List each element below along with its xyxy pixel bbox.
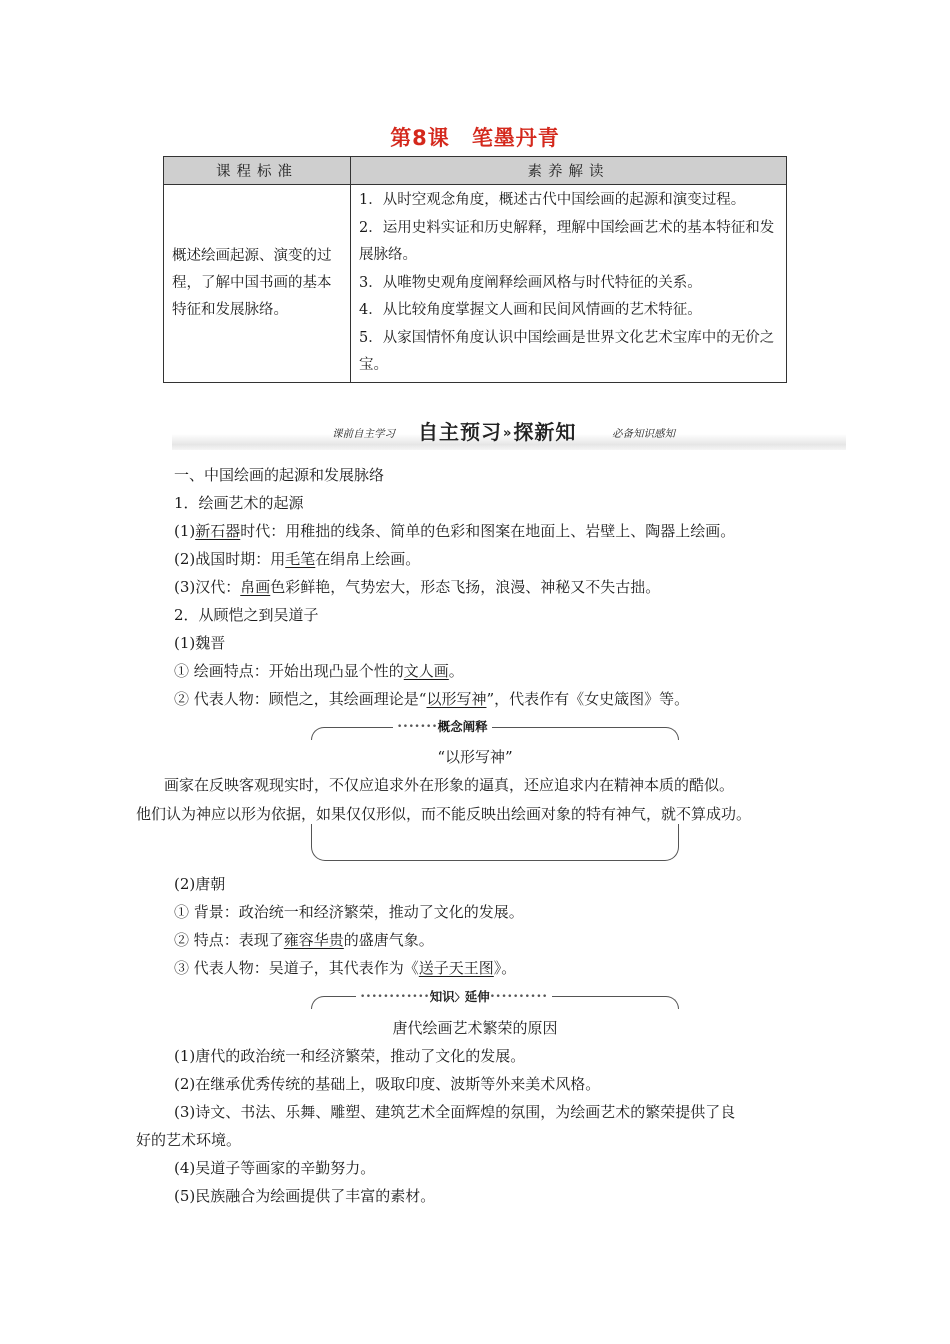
text-line: ② 特点：表现了雍容华贵的盛唐气象。 bbox=[174, 931, 434, 949]
literacy-item: 1．从时空观念角度，概述古代中国绘画的起源和演变过程。 bbox=[359, 192, 746, 208]
text-line: 好的艺术环境。 bbox=[136, 1131, 242, 1149]
key-term: 新石器 bbox=[195, 522, 241, 540]
banner-right-text: 必备知识感知 bbox=[612, 428, 675, 440]
concept-text: 他们认为神应以形为依据，如果仅仅形似，而不能反映出绘画对象的特有神气，就不算成功。 bbox=[136, 805, 752, 823]
banner-title bbox=[418, 416, 576, 445]
text-line: (1)魏晋 bbox=[174, 634, 226, 652]
literacy-item: 3．从唯物史观角度阐释绘画风格与时代特征的关系。 bbox=[359, 274, 702, 291]
text-line: (5)民族融合为绘画提供了丰富的素材。 bbox=[174, 1187, 436, 1205]
banner-title-part2: 探新知 bbox=[513, 420, 577, 444]
curriculum-table bbox=[163, 156, 787, 383]
key-term: 毛笔 bbox=[285, 550, 316, 568]
section-banner bbox=[172, 414, 846, 450]
literacy-cell bbox=[351, 185, 787, 383]
text-line: (2)战国时期：用毛笔在绢帛上绘画。 bbox=[174, 550, 421, 568]
literacy-item: 4．从比较角度掌握文人画和民间风情画的艺术特征。 bbox=[359, 302, 702, 318]
concept-box-bottom bbox=[311, 824, 679, 861]
lesson-number: 第8课 bbox=[390, 126, 450, 150]
key-term: 送子天王图 bbox=[418, 959, 494, 977]
section-heading: 一、中国绘画的起源和发展脉络 bbox=[174, 466, 385, 484]
concept-title: “以形写神” bbox=[437, 748, 513, 766]
concept-label: •••••••概念阐释 bbox=[393, 717, 492, 735]
banner-left-text: 课前自主学习 bbox=[332, 428, 395, 440]
concept-text: 画家在反映客观现实时，不仅应追求外在形象的逼真，还应追求内在精神本质的酷似。 bbox=[164, 776, 735, 794]
text-line: ② 代表人物：顾恺之，其绘画理论是“以形写神”，代表作有《女史箴图》等。 bbox=[174, 690, 690, 708]
key-term: 文人画 bbox=[403, 662, 449, 680]
text-line: ③ 代表人物：吴道子，其代表作为《送子天王图》。 bbox=[174, 959, 517, 977]
text-line: (1)唐代的政治统一和经济繁荣，推动了文化的发展。 bbox=[174, 1047, 526, 1065]
extension-title: 唐代绘画艺术繁荣的原因 bbox=[392, 1019, 558, 1037]
header-literacy: 素养解读 bbox=[351, 157, 787, 185]
double-arrow-icon: » bbox=[503, 426, 513, 441]
extension-label: ••••••••••••知识〉延伸•••••••••• bbox=[356, 987, 552, 1005]
banner-title-part1: 自主预习 bbox=[418, 420, 502, 444]
text-line: (4)吴道子等画家的辛勤努力。 bbox=[174, 1159, 376, 1177]
text-line: (2)在继承优秀传统的基础上，吸取印度、波斯等外来美术风格。 bbox=[174, 1075, 601, 1093]
lesson-title bbox=[0, 122, 950, 152]
header-standard: 课程标准 bbox=[164, 157, 351, 185]
literacy-item: 2．运用史料实证和历史解释，理解中国绘画艺术的基本特征和发展脉络。 bbox=[359, 219, 775, 263]
text-line: (1)新石器时代：用稚拙的线条、简单的色彩和图案在地面上、岩壁上、陶器上绘画。 bbox=[174, 522, 736, 540]
key-term: 以形写神 bbox=[426, 690, 487, 708]
text-line: (3)诗文、书法、乐舞、雕塑、建筑艺术全面辉煌的氛围，为绘画艺术的繁荣提供了良 bbox=[174, 1103, 736, 1121]
subheading-development: 2．从顾恺之到吴道子 bbox=[174, 606, 319, 624]
key-term: 雍容华贵 bbox=[283, 931, 344, 949]
text-line: ① 绘画特点：开始出现凸显个性的文人画。 bbox=[174, 662, 464, 680]
text-line: ① 背景：政治统一和经济繁荣，推动了文化的发展。 bbox=[174, 903, 524, 921]
literacy-item: 5．从家国情怀角度认识中国绘画是世界文化艺术宝库中的无价之宝。 bbox=[359, 329, 775, 373]
subheading-origin: 1．绘画艺术的起源 bbox=[174, 494, 304, 512]
lesson-name: 笔墨丹青 bbox=[471, 126, 560, 150]
text-line: (2)唐朝 bbox=[174, 875, 226, 893]
standard-cell: 概述绘画起源、演变的过程，了解中国书画的基本特征和发展脉络。 bbox=[164, 185, 351, 383]
concept-box-top bbox=[311, 727, 679, 740]
key-term: 帛画 bbox=[240, 578, 271, 596]
text-line: (3)汉代：帛画色彩鲜艳，气势宏大，形态飞扬，浪漫、神秘又不失古拙。 bbox=[174, 578, 661, 596]
